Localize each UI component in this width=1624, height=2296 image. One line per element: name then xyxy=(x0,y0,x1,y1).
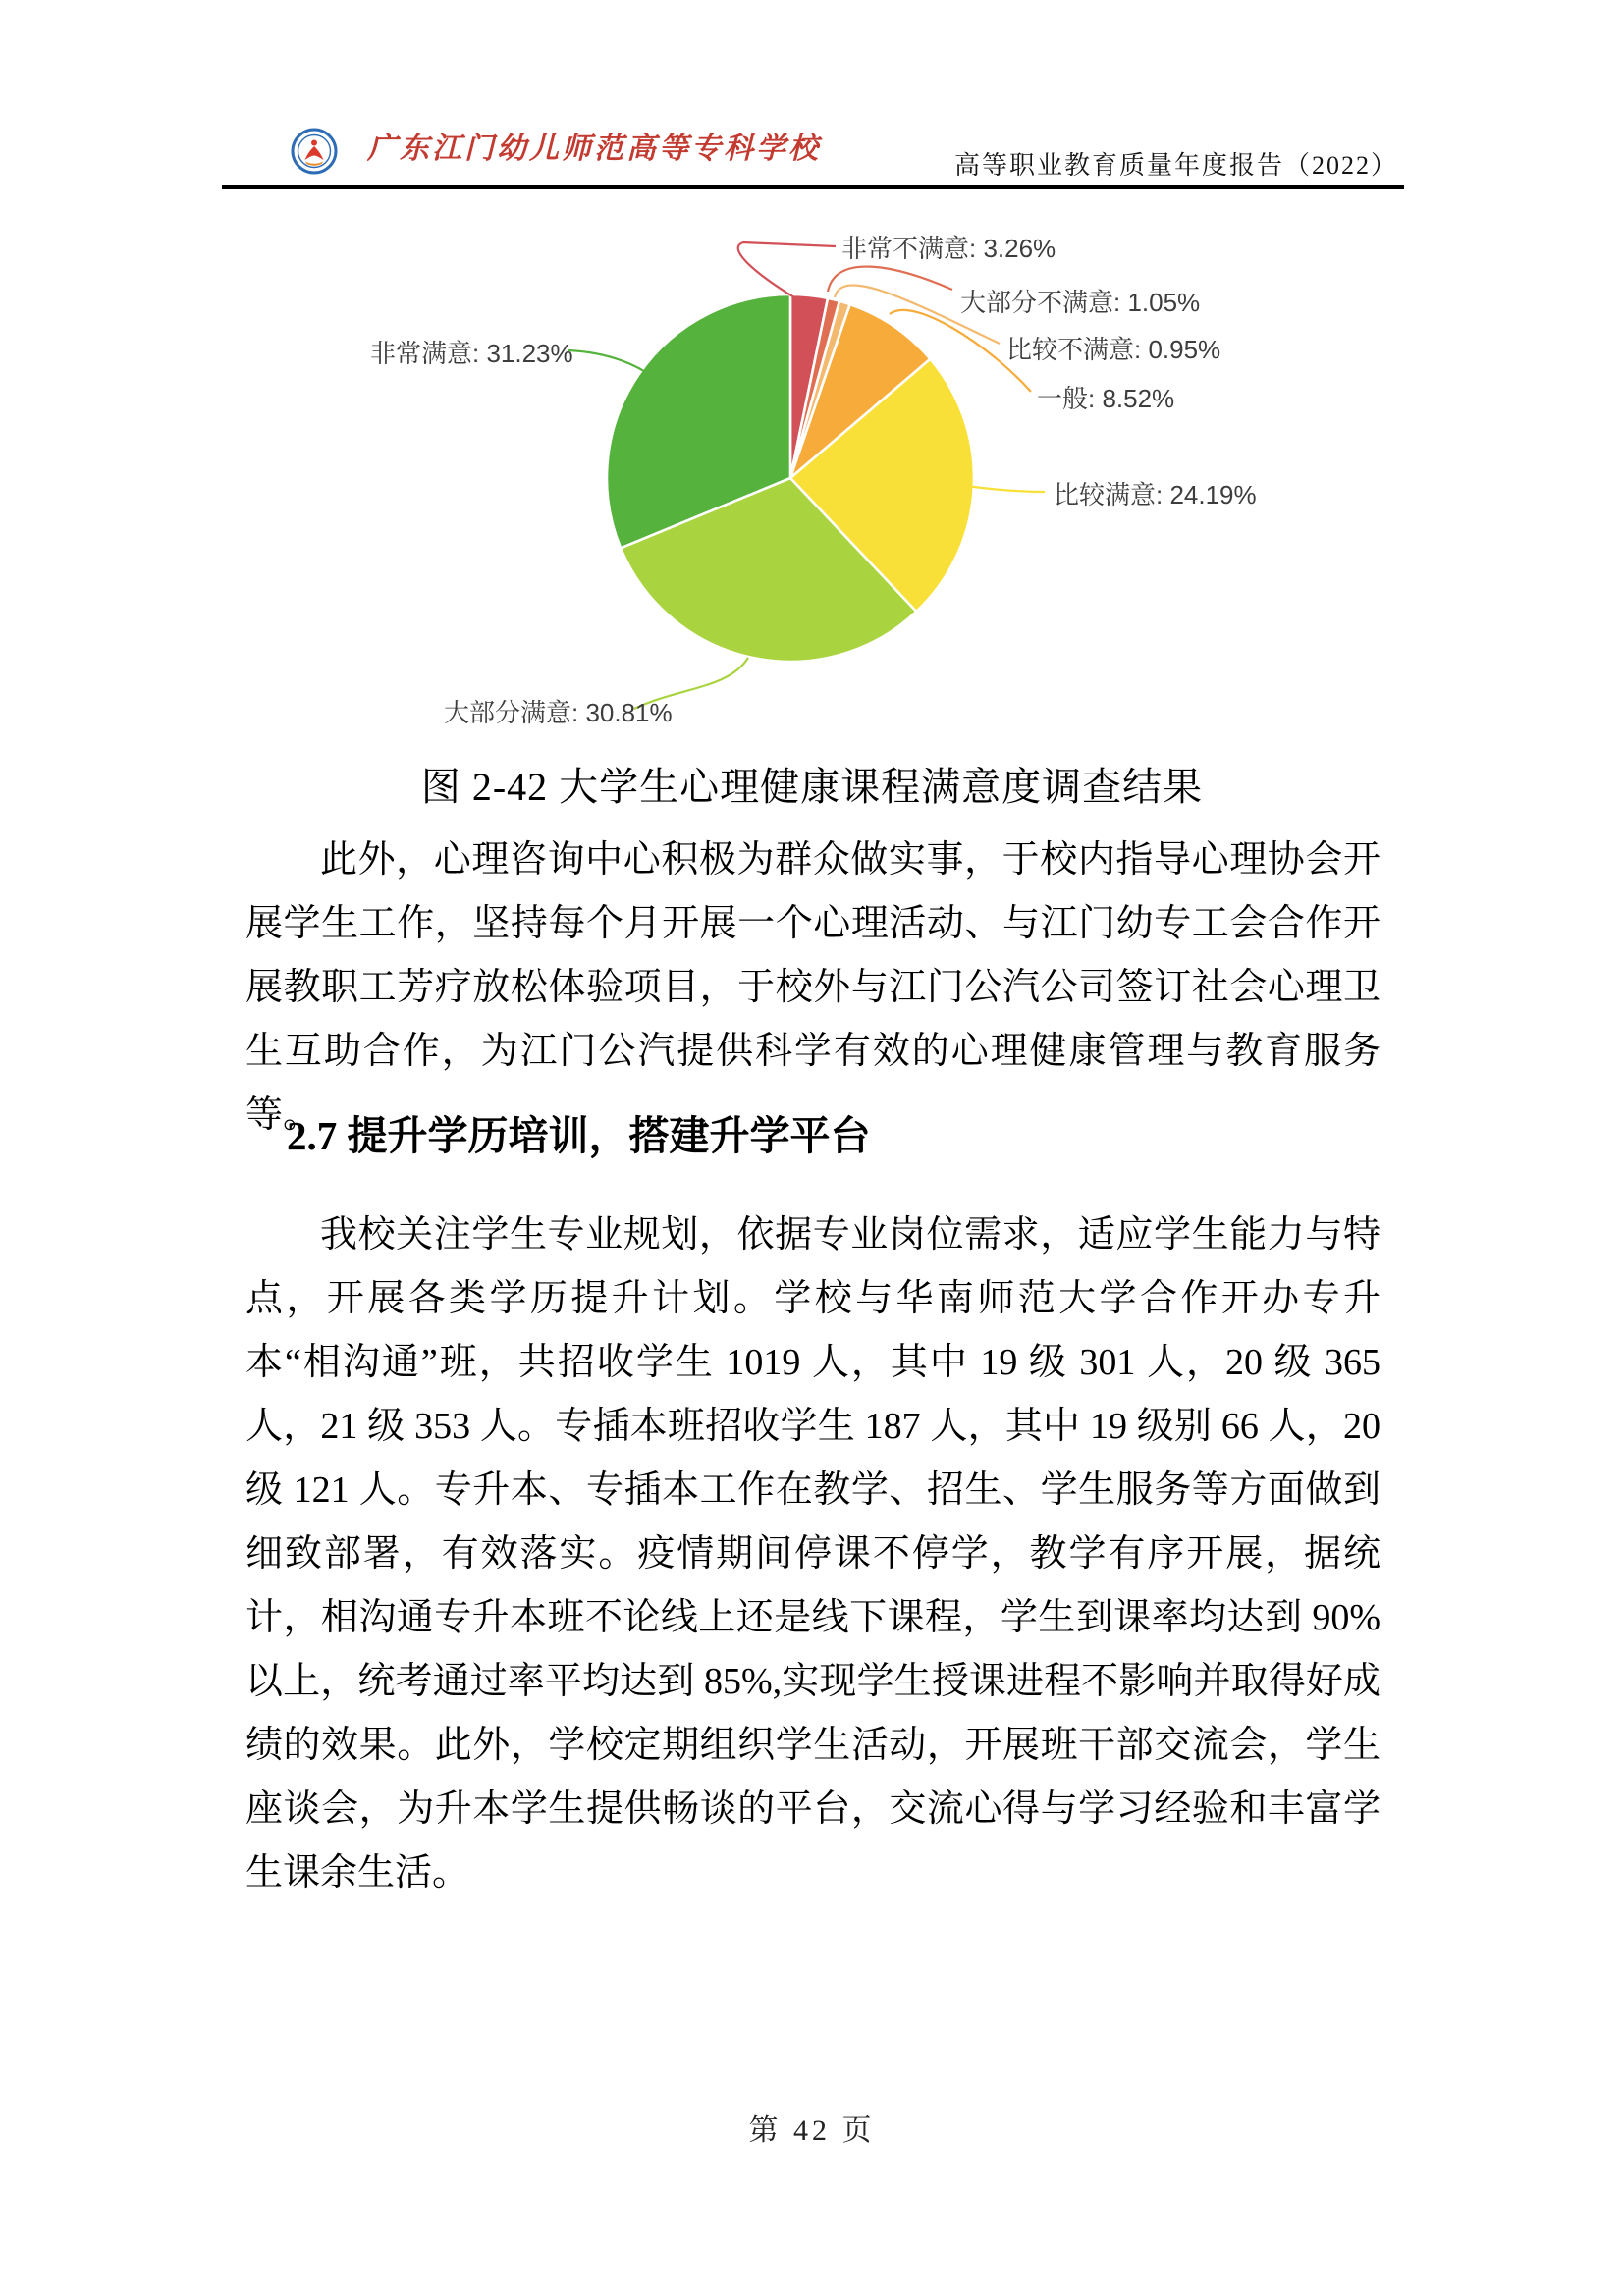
pie-label-very-dissatisfied: 非常不满意: 3.26% xyxy=(841,234,1056,263)
satisfaction-pie-chart xyxy=(0,0,1624,775)
pie-label-neutral: 一般: 8.52% xyxy=(1037,384,1175,413)
figure-caption: 图 2-42 大学生心理健康课程满意度调查结果 xyxy=(420,765,1204,809)
leader-mostly-dissatisfied xyxy=(828,267,952,292)
paragraph-psych-center: 此外，心理咨询中心积极为群众做实事，于校内指导心理协会开展学生工作，坚持每个月开展一个心理活动、与江门幼专工会合作开展教职工芳疗放松体验项目，于校外与江门公汽公司签订社会心理卫生互助合作，为江门公汽提供科学有效的心理健康管理与教育服务等。 xyxy=(245,839,1380,1136)
leader-very-dissatisfied xyxy=(738,242,836,297)
pie-svg xyxy=(0,0,1624,775)
header-report-title: 高等职业教育质量年度报告（2022） xyxy=(953,151,1398,180)
header-school-name: 广东江门幼儿师范高等专科学校 xyxy=(367,133,821,165)
pie-label-mostly-satisfied: 大部分满意: 30.81% xyxy=(444,698,673,727)
pie-slices xyxy=(607,294,974,662)
pie-label-somewhat-satisfied: 比较满意: 24.19% xyxy=(1054,480,1257,509)
section-heading-2-7: 2.7 提升学历培训，搭建升学平台 xyxy=(287,1113,871,1158)
paragraph-degree-training: 我校关注学生专业规划，依据专业岗位需求，适应学生能力与特点，开展各类学历提升计划。学校与华南师范大学合作开办专升本“相沟通”班，共招收学生 1019 人，其中 19 级 301 人，20 级 365 人，21 级 353 人。专插本班招收学生 187 人，其中 19 级别 66 人，20 级 121 人。专升本、专插本工作在教学、招生、学生服务等方面做到细致部署，有效落实。疫情期间停课不停学，教学有序开展，据统计，相沟通专升本班不论线上还是线下课程，学生到课率均达到 90%以上，统考通过率平均达到 85%,实现学生授课进程不影响并取得好成绩的效果。此外，学校定期组织学生活动，开展班干部交流会，学生座谈会，为升本学生提供畅谈的平台，交流心得与学习经验和丰富学生课余生活。 xyxy=(245,1214,1380,1894)
pie-label-mostly-dissatisfied: 大部分不满意: 1.05% xyxy=(960,288,1201,317)
pie-label-very-satisfied: 非常满意: 31.23% xyxy=(370,339,573,368)
page-number: 第 42 页 xyxy=(748,2114,876,2147)
pie-label-somewhat-dissatisfied: 比较不满意: 0.95% xyxy=(1006,335,1221,364)
